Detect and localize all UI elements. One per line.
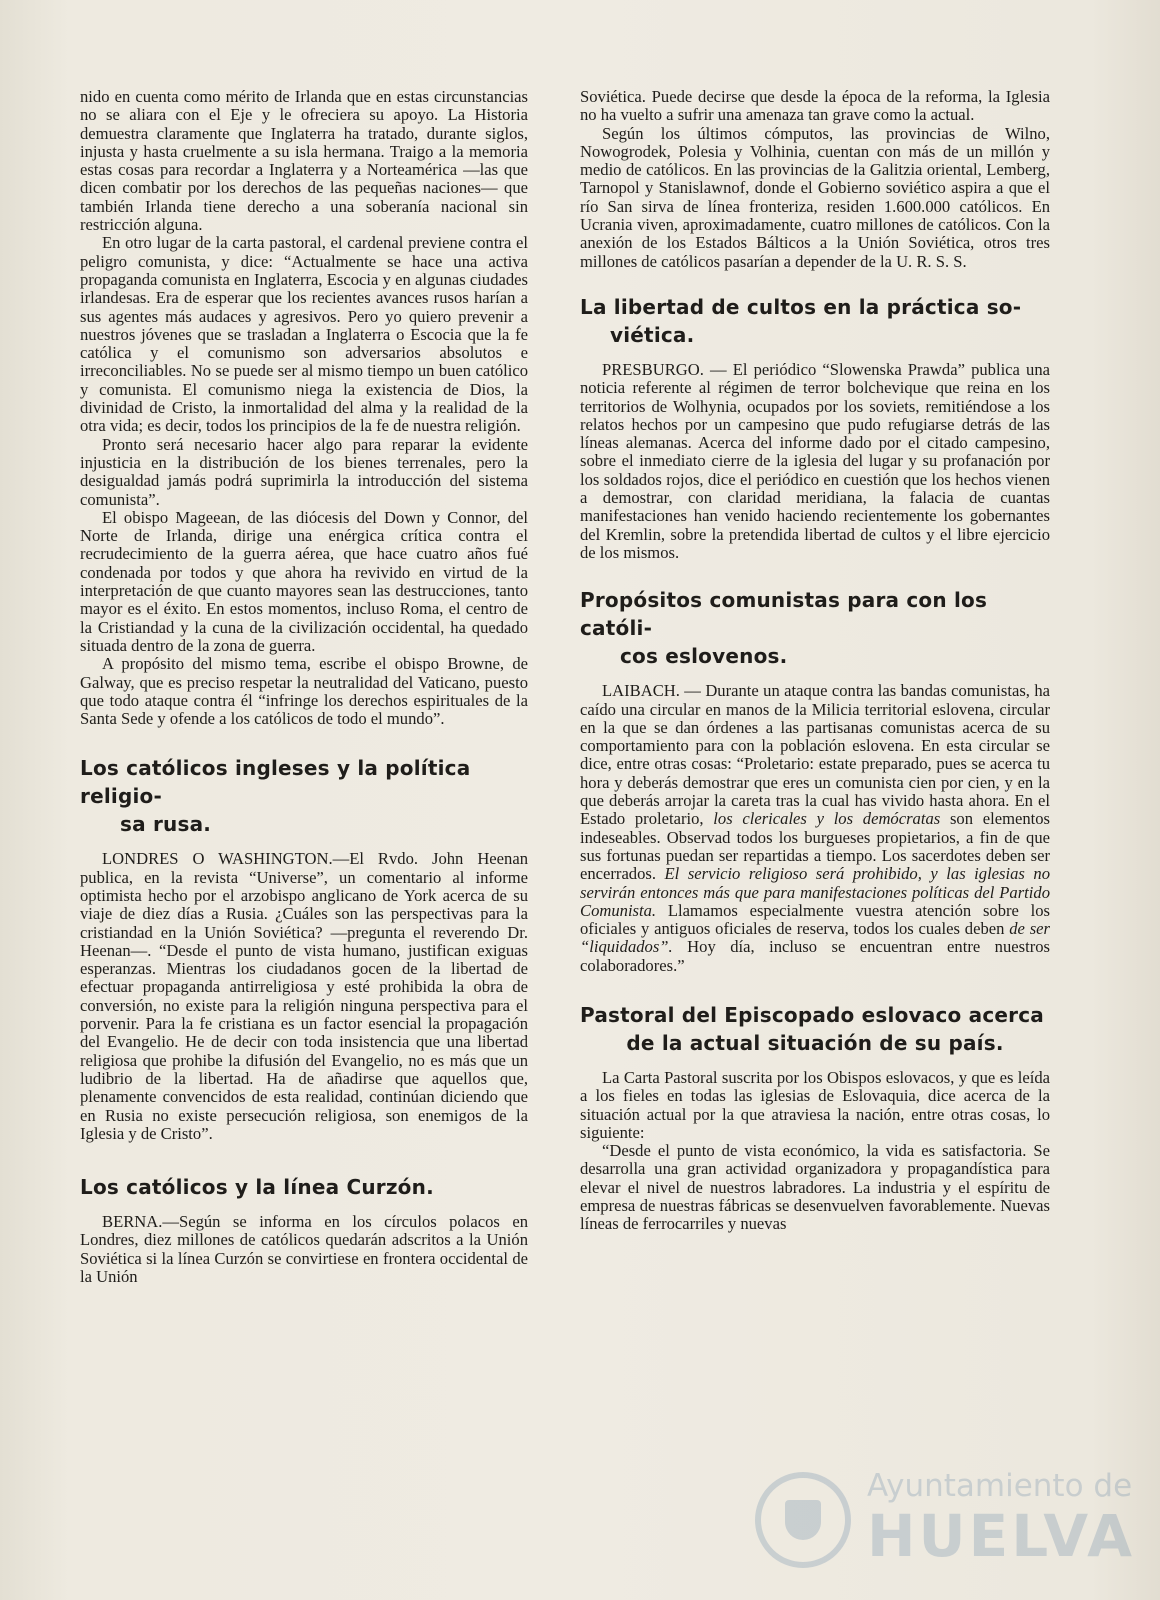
- paragraph: PRESBURGO. — El periódico “Slowenska Prawda” publica una noticia referente al régimen de terror bolchevique que reina en los territorios de Wolhynia, ocupados por los soviets, remitiéndose a los relatos hechos por un campesino que pudo refugiarse detrás de las líneas alemanas. Acerca del informe dado por el citado campesino, sobre el inmediato cierre de la iglesia del lugar y su profanación por los soldados rojos, dice el periódico en cuestión que los hechos vienen a demostrar, con claridad meridiana, la falacia de cuantas manifestaciones han venido haciendo recientemente los gobernantes del Kremlin, sobre la pretendida libertad de cultos y el libre ejercicio de los mismos.: [580, 359, 1050, 562]
- shield-icon: [785, 1500, 821, 1540]
- watermark-text: Ayuntamiento de: [867, 1468, 1133, 1504]
- section-heading: [80, 754, 528, 838]
- heading-line: Los católicos y la línea Curzón.: [80, 1175, 434, 1200]
- heading-line: Los católicos ingleses y la política religio-: [80, 756, 471, 809]
- heading-line: cos eslovenos.: [620, 644, 788, 669]
- paragraph: En otro lugar de la carta pastoral, el cardenal previene contra el peligro comunista, y dice: “Actualmente se hace una activa propaganda comunista en Inglaterra, Escocia y en algunas ciudades irlandesas. Era de esperar que los recientes avances rusos harían a sus agentes más audaces y agresivos. Pero yo quiero prevenir a nuestros jóvenes que se trasladan a Inglaterra o Escocia que la fe católica y el comunismo son adversarios absolutos e irreconciliables. No se puede ser al mismo tiempo un buen católico y comunista. El comunismo niega la existencia de Dios, la divinidad de Cristo, la inmortalidad del alma y la realidad de la otra vida; es decir, todos los principios de la fe de nuestra religión.: [80, 233, 528, 436]
- text-run: Llamamos especialmente vuestra atención sobre los oficiales y antiguos oficiales de reserva, todos los cuales deben: [580, 900, 1050, 939]
- section-heading: [580, 586, 1050, 670]
- paragraph: El obispo Mageean, de las diócesis del Down y Connor, del Norte de Irlanda, dirige una enérgica crítica contra el recrudecimiento de la guerra aérea, que hace cuatro años fué condenada por todos y que ahora ha revivido en virtud de la interpretación de que cuanto mayores sean las destrucciones, tanto mayor es el éxito. En estos momentos, incluso Roma, el centro de la Cristiandad y la cuna de la civilización occidental, ha quedado situada dentro de la zona de guerra.: [80, 507, 528, 655]
- italic-run: los clericales y los demócratas: [713, 809, 941, 829]
- text-run: son elementos indeseables. Observad todos los burgueses propietarios, a fin de que sus fortunas puedan ser repartidas a tiempo. Los sacerdotes deben ser encerrados.: [580, 809, 1050, 884]
- section-heading: [580, 1001, 1050, 1057]
- paragraph: LONDRES O WASHINGTON.—El Rvdo. John Heenan publica, en la revista “Universe”, un comentario al informe optimista hecho por el arzobispo anglicano de York acerca de su viaje de diez días a Rusia. ¿Cuáles son las perspectivas para la cristiandad en la Unión Soviética? —pregunta el reverendo Dr. Heenan—. “Desde el punto de vista humano, justifican exiguas esperanzas. Mientras los ciudadanos gocen de la libertad de efectuar propaganda antirreligiosa y esté prohibida la obra de conversión, no existe para la religión ninguna perspectiva para el porvenir. Para la fe cristiana es un factor esencial la propagación del Evangelio. He de decir con toda insistencia que una libertad religiosa que prohibe la difusión del Evangelio, no es más que un ludibrio de la libertad. Ha de añadirse que aquellos que, plenamente convencidos de esta realidad, continúan diciendo que en Rusia no existe persecución religiosa, son enemigos de la Iglesia y de Cristo”.: [80, 849, 528, 1143]
- section-heading: [580, 293, 1050, 349]
- heading-line: viética.: [610, 322, 695, 347]
- paragraph: Pronto será necesario hacer algo para reparar la evidente injusticia en la distribución de los bienes terrenales, pero la desigualdad jamás podrá suprimirla la introducción del sistema comunista”.: [80, 434, 528, 509]
- heading-line: de la actual situación de su país.: [626, 1030, 1004, 1055]
- watermark-title: HUELVA: [867, 1502, 1136, 1570]
- heading-line: La libertad de cultos en la práctica so-: [580, 294, 1022, 319]
- left-column: [80, 88, 528, 1286]
- paragraph: Según los últimos cómputos, las provincias de Wilno, Nowogrodek, Polesia y Volhinia, cuentan con más de un millón y medio de católicos. En las provincias de la Galitzia oriental, Lemberg, Tarnopol y Stanislawnof, donde el Gobierno soviético aspira a que el río San sirva de línea fronteriza, residen 1.600.000 católicos. En Ucrania viven, aproximadamente, cuatro millones de católicos. Con la anexión de los Estados Bálticos a la Unión Soviética, otros tres millones de católicos pasarían a depender de la U. R. S. S.: [580, 123, 1050, 271]
- paragraph: nido en cuenta como mérito de Irlanda que en estas circunstancias no se aliara con el Eje y le ofreciera su apoyo. La Historia demuestra claramente que Inglaterra ha tratado, durante siglos, injusta y hasta cruelmente a su isla hermana. Traigo a la memoria estas cosas para recordar a Inglaterra y a Norteamérica —las que dicen combatir por los derechos de las pequeñas naciones— que también Irlanda tiene derecho a una soberanía nacional sin restricción alguna.: [80, 87, 528, 235]
- coat-of-arms-icon: [755, 1472, 851, 1568]
- heading-line: Propósitos comunistas para con los católi-: [580, 588, 988, 641]
- paragraph: “Desde el punto de vista económico, la vida es satisfactoria. Se desarrolla una gran actividad organizadora y propagandística para elevar el nivel de nuestros labradores. La industria y el espíritu de empresa de nuestras fábricas se desenvuelven favorablemente. Nuevas líneas de ferrocarriles y nuevas: [580, 1141, 1050, 1234]
- paragraph: BERNA.—Según se informa en los círculos polacos en Londres, diez millones de católicos quedarán adscritos a la Unión Soviética si la línea Curzón se convirtiese en frontera occidental de la Unión: [80, 1212, 528, 1287]
- paragraph: La Carta Pastoral suscrita por los Obispos eslovacos, y que es leída a los fieles en todas las iglesias de Eslovaquia, dice acerca de la situación actual por la que atraviesa la nación, entre otras cosas, lo siguiente:: [580, 1067, 1050, 1142]
- paragraph: [580, 682, 1050, 975]
- text-run: Hoy día, incluso se encuentran entre nuestros colaboradores.”: [580, 937, 1050, 975]
- right-column: [580, 88, 1050, 1234]
- heading-line: sa rusa.: [120, 812, 212, 837]
- huelva-watermark: [755, 1462, 1136, 1572]
- section-heading: [80, 1173, 528, 1201]
- paragraph: A propósito del mismo tema, escribe el obispo Browne, de Galway, que es preciso respetar la neutralidad del Vaticano, puesto que todo ataque contra él “infringe los derechos espirituales de la Santa Sede y ofende a los católicos de todo el mundo”.: [80, 654, 528, 729]
- paragraph: Soviética. Puede decirse que desde la época de la reforma, la Iglesia no ha vuelto a sufrir una amenaza tan grave como la actual.: [580, 87, 1050, 125]
- heading-line: Pastoral del Episcopado eslovaco acerca: [580, 1002, 1044, 1027]
- text-run: LAIBACH. — Durante un ataque contra las bandas comunistas, ha caído una circular en manos de la Milicia territorial eslovena, circular en la que se dan órdenes a las partisanas comunistas acerca de su comportamiento para con la población eslovena. En esta circular se dice, entre otras cosas: “Proletario: estate preparado, pues se acerca tu hora y deberás demostrar que eres un comunista cien por cien, y en la que deberás arrojar la careta tras la cual has vivido hasta ahora. En el Estado proletario,: [580, 681, 1050, 829]
- italic-run: de ser “liquidados”.: [580, 919, 1050, 957]
- italic-run: El servicio religioso será prohibido, y las iglesias no servirán entonces más que para manifestaciones políticas del Partido Comunista.: [580, 864, 1050, 920]
